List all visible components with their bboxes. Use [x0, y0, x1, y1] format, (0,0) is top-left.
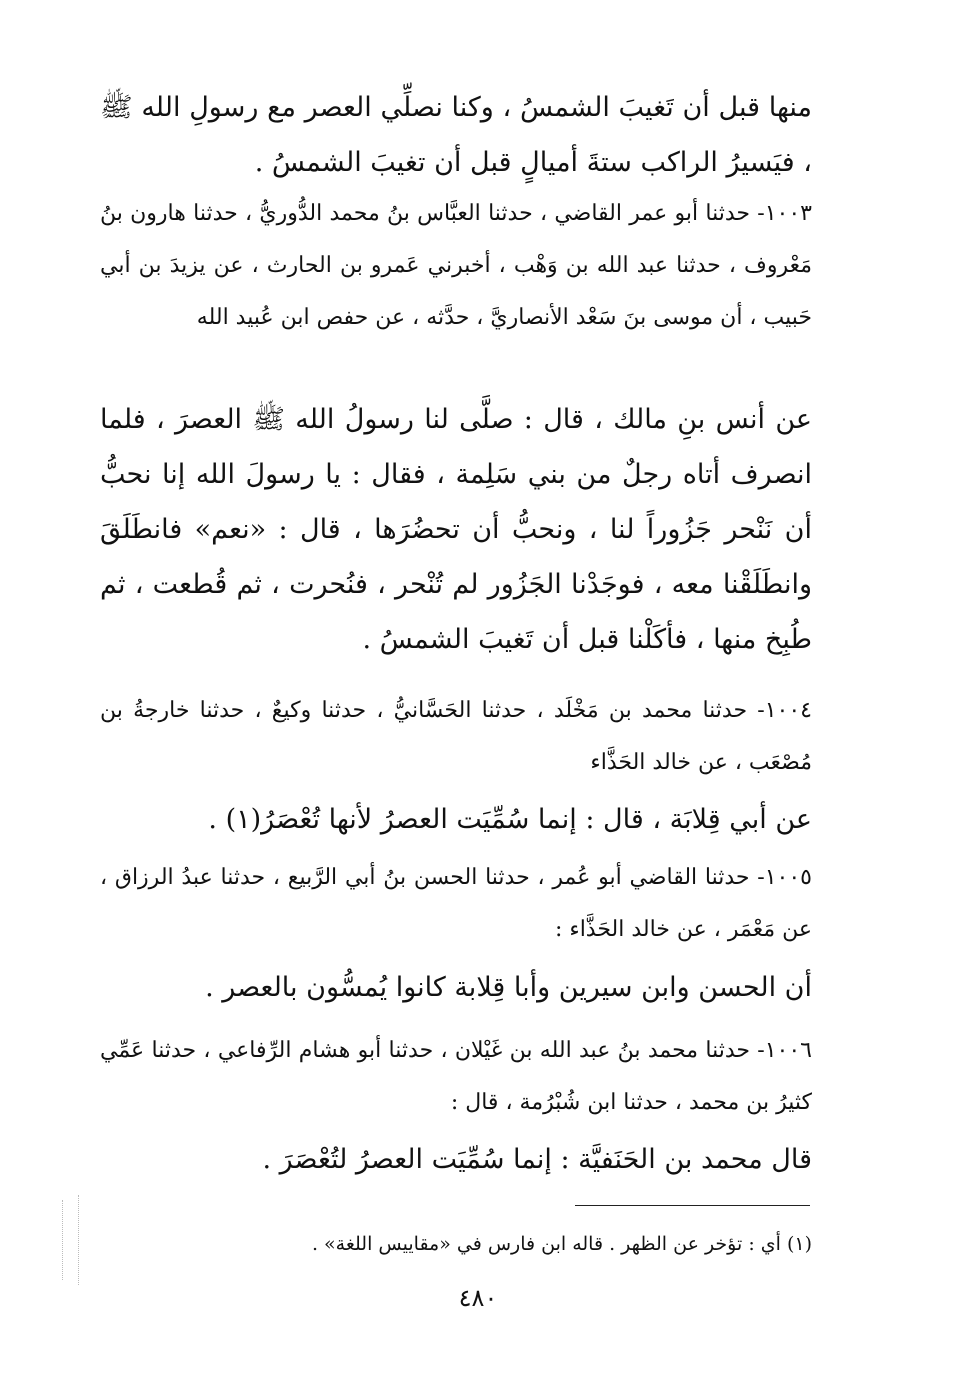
page-number-text: ٤٨٠ [458, 1284, 498, 1312]
hadith-1006-matn [100, 1132, 812, 1187]
hadith-1005-matn [100, 960, 812, 1015]
paragraph-text: ١٠٠٤- حدثنا محمد بن مَخْلَد ، حدثنا الحَسَّانيُّ ، حدثنا وكيعٌ ، حدثنا خارجةُ بن مُصْعَب ، عن خالد الحَذَّاء [100, 698, 812, 775]
paragraph-text: عن أنس بنِ مالك ، قال : صلَّى لنا رسولُ الله ﷺ العصرَ ، فلما انصرف أتاه رجلٌ من بني سَلِمة ، فقال : يا رسولَ الله إنا نحبُّ أن نَنْحر جَزُوراً لنا ، ونحبُّ أن تحضُرَها ، قال : «نعم» فانطَلَقَ وانطَلَقْنا معه ، فوجَدْنا الجَزُور لم تُنْحر ، فنُحرت ، ثم قُطعت ، ثم طُبِخ منها ، فأكَلْنا قبل أن تَغيبَ الشمسُ . [100, 404, 812, 655]
paragraph-text: قال محمد بن الحَنَفيَّة : إنما سُمِّيَت العصرُ لتُعْصَرَ . [262, 1144, 812, 1175]
paragraph-text: ١٠٠٦- حدثنا محمد بنُ عبد الله بن غَيْلان ، حدثنا أبو هشام الرِّفاعي ، حدثنا عَمِّي كثيرُ بن محمد ، حدثنا ابن شُبْرُمة ، قال : [100, 1038, 812, 1115]
scan-margin-mark [62, 1200, 63, 1280]
scan-margin-mark [78, 1195, 79, 1285]
paragraph-text: أن الحسن وابن سيرين وأبا قِلابة كانوا يُمسُّون بالعصر . [205, 972, 812, 1003]
footnote-divider [575, 1205, 810, 1206]
paragraph-continuation [100, 80, 812, 190]
paragraph-text: ١٠٠٣- حدثنا أبو عمر القاضي ، حدثنا العبَّاس بنُ محمد الدُّوريُّ ، حدثنا هارون بنُ مَعْروف ، حدثنا عبد الله بن وَهْب ، أخبرني عَمرو بن الحارث ، عن يزيدَ بن أبي حَبيب ، أن موسى بنَ سَعْد الأنصاريَّ ، حدَّثه ، عن حفص ابن عُبيد الله [100, 201, 812, 330]
hadith-1003-isnad [100, 188, 812, 344]
paragraph-text: عن أبي قِلابَة ، قال : إنما سُمِّيَت العصرُ لأنها تُعْصَرُ(١) . [208, 804, 812, 835]
footnote [100, 1228, 812, 1260]
hadith-1004-isnad [100, 685, 812, 789]
footnote-text: (١) أي : تؤخر عن الظهر . قاله ابن فارس في «مقاييس اللغة» . [311, 1233, 812, 1255]
hadith-1005-isnad [100, 852, 812, 956]
paragraph-text: ١٠٠٥- حدثنا القاضي أبو عُمر ، حدثنا الحسن بنُ أبي الرَّبيع ، حدثنا عبدُ الرزاق ، عن مَعْمَر ، عن خالد الحَذَّاء : [100, 865, 812, 942]
paragraph-text: منها قبل أن تَغيبَ الشمسُ ، وكنا نصلِّي العصر مع رسولِ الله ﷺ ، فيَسيرُ الراكب ستةَ أميالٍ قبل أن تغيبَ الشمسُ . [100, 92, 812, 178]
hadith-1003-matn [100, 392, 812, 667]
hadith-1006-isnad [100, 1025, 812, 1129]
page-number [0, 1282, 956, 1314]
hadith-1004-matn [100, 792, 812, 847]
